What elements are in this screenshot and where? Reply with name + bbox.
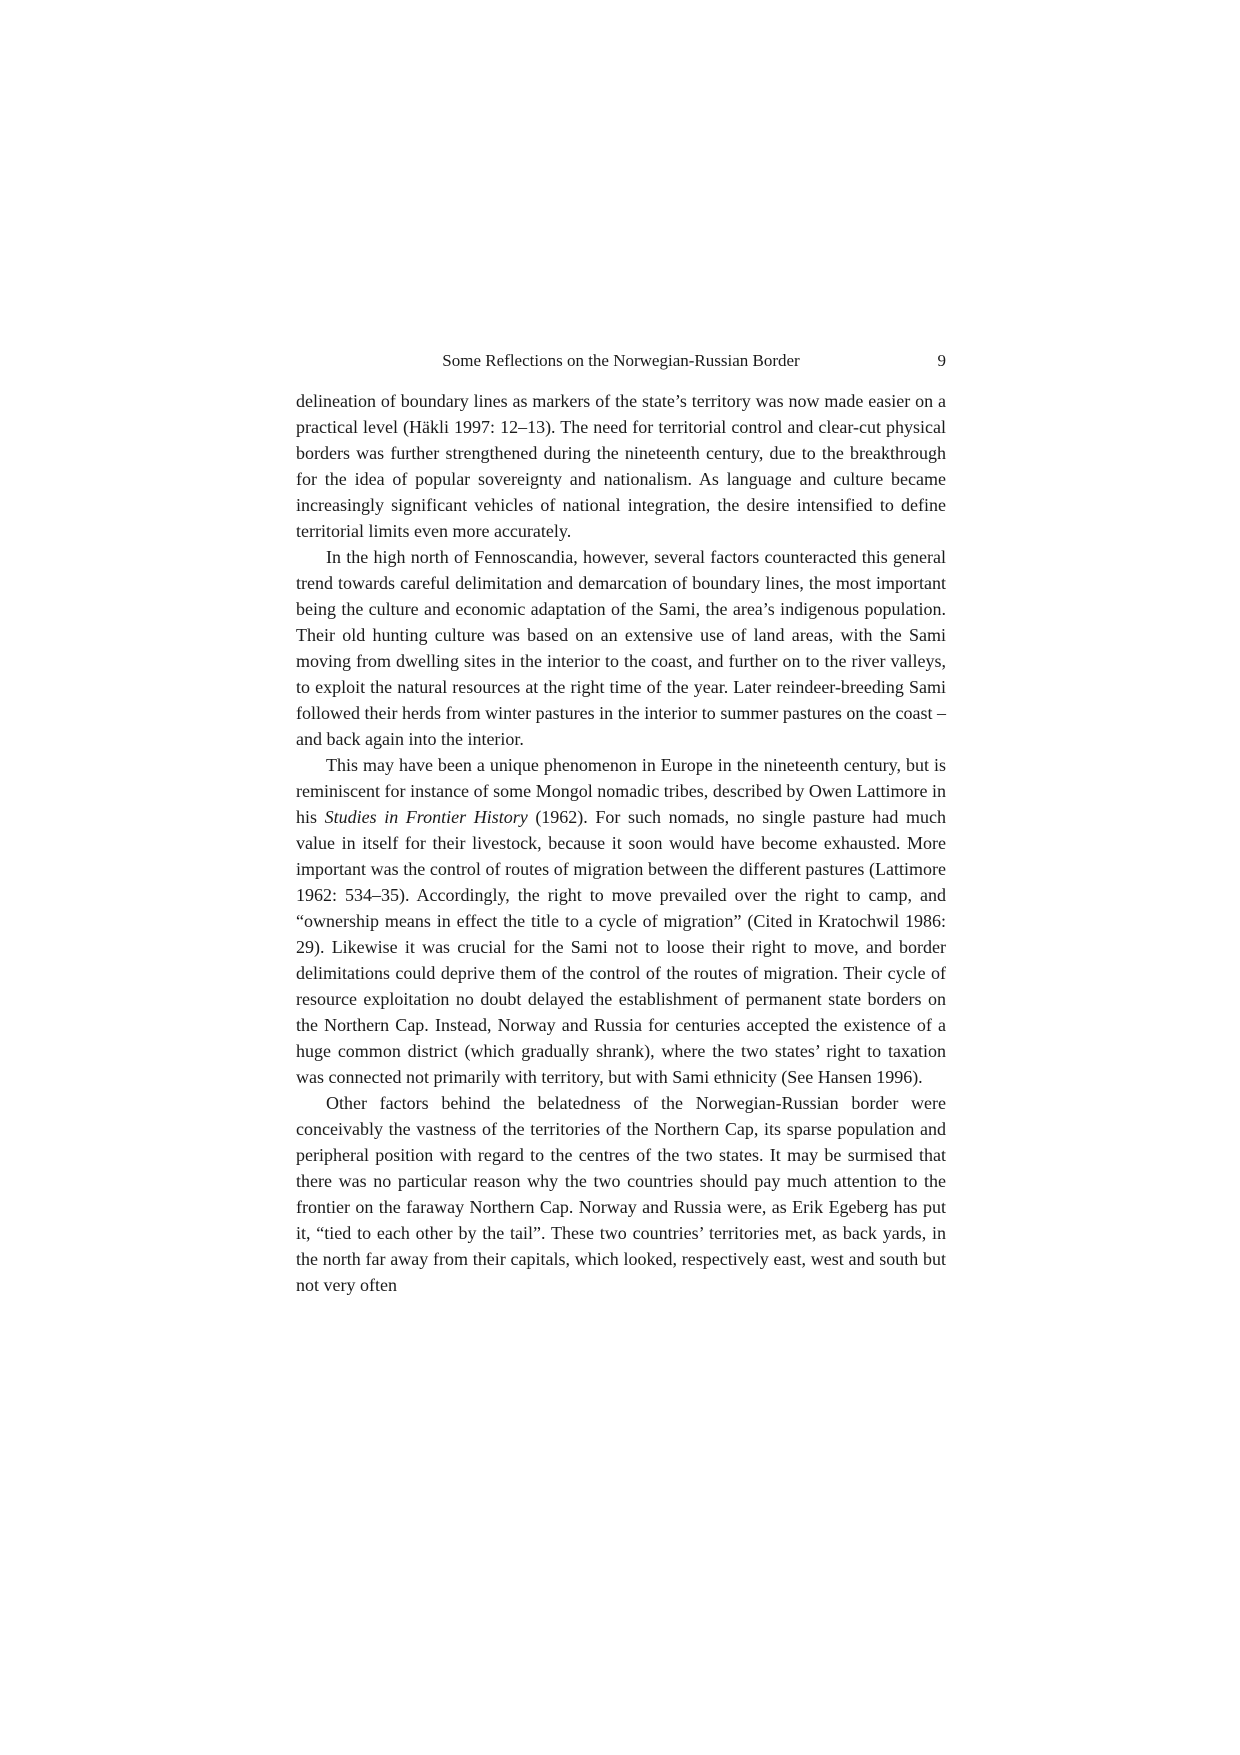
running-title: Some Reflections on the Norwegian-Russian Border bbox=[442, 351, 800, 370]
paragraph-3-text-end: (1962). For such nomads, no single pasture had much value in itself for their livestock, because it soon would have become exhausted. More important was the control of routes of migration between the different pastures (Lattimore 1962: 534–35). Accordingly, the right to move prevailed over the right to camp, and “ownership means in effect the title to a cycle of migration” (Cited in Kratochwil 1986: 29). Likewise it was crucial for the Sami not to loose their right to move, and border delimitations could deprive them of the control of the routes of migration. Their cycle of resource exploitation no doubt delayed the establishment of permanent state borders on the Northern Cap. Instead, Norway and Russia for centuries accepted the existence of a huge common district (which gradually shrank), where the two states’ right to taxation was connected not primarily with territory, but with Sami ethnicity (See Hansen 1996). bbox=[296, 807, 946, 1087]
running-header bbox=[296, 348, 946, 374]
paragraph-4: Other factors behind the belatedness of the Norwegian-Russian border were conceivably the vastness of the territories of the Northern Cap, its sparse population and peripheral position with regard to the centres of the two states. It may be surmised that there was no particular reason why the two countries should pay much attention to the frontier on the faraway Northern Cap. Norway and Russia were, as Erik Egeberg has put it, “tied to each other by the tail”. These two countries’ territories met, as back yards, in the north far away from their capitals, which looked, respectively east, west and south but not very often bbox=[296, 1093, 946, 1295]
body-text bbox=[296, 388, 946, 1298]
paragraph-2: In the high north of Fennoscandia, however, several factors counteracted this general trend towards careful delimitation and demarcation of boundary lines, the most important being the culture and economic adaptation of the Sami, the area’s indigenous population. Their old hunting culture was based on an extensive use of land areas, with the Sami moving from dwelling sites in the interior to the coast, and further on to the river valleys, to exploit the natural resources at the right time of the year. Later reindeer-breeding Sami followed their herds from winter pastures in the interior to summer pastures on the coast – and back again into the interior. bbox=[296, 547, 946, 749]
book-title: Studies in Frontier History bbox=[324, 807, 528, 827]
paragraph-1: delineation of boundary lines as markers of the state’s territory was now made easier on a practical level (Häkli 1997: 12–13). The need for territorial control and clear-cut physical borders was further strengthened during the nineteenth century, due to the breakthrough for the idea of popular sovereignty and nationalism. As language and culture became increasingly significant vehicles of national integration, the desire intensified to define territorial limits even more accurately. bbox=[296, 391, 946, 541]
paragraph-3 bbox=[296, 752, 946, 1090]
paragraph-3-text-start: This may have been a unique phenomenon in Europe in the nineteenth century, but is reminiscent for instance of some Mongol nomadic tribes, described by Owen Lattimore in his bbox=[296, 755, 946, 827]
page-number: 9 bbox=[937, 351, 946, 370]
document-page bbox=[296, 348, 946, 1298]
